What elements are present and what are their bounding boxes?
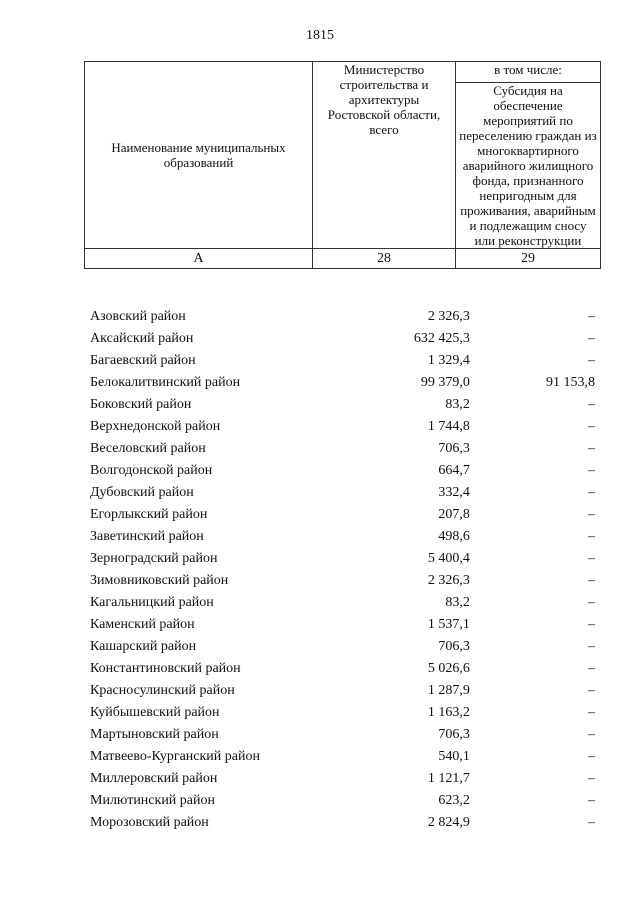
table-row	[84, 394, 600, 416]
header-total-column: Министерство строительства и архитектуры Ростовской области, всего	[313, 62, 456, 249]
subsidy-value: –	[588, 353, 595, 368]
total-value: 83,2	[445, 397, 470, 412]
municipality-name: Куйбышевский район	[90, 705, 220, 720]
subsidy-value: –	[588, 507, 595, 522]
table-row	[84, 768, 600, 790]
table-row	[84, 548, 600, 570]
municipality-name: Егорлыкский район	[90, 507, 208, 522]
table-row	[84, 658, 600, 680]
code-subsidy: 29	[456, 249, 601, 269]
subsidy-value: –	[588, 551, 595, 566]
table-row	[84, 724, 600, 746]
subsidy-value: –	[588, 573, 595, 588]
total-value: 1 744,8	[427, 419, 470, 434]
subsidy-value: –	[588, 529, 595, 544]
municipality-name: Милютинский район	[90, 793, 216, 808]
total-value: 2 824,9	[427, 815, 470, 830]
municipality-name: Матвеево-Курганский район	[90, 749, 260, 764]
total-value: 706,3	[438, 639, 470, 654]
code-total: 28	[313, 249, 456, 269]
table-header	[84, 61, 601, 269]
header-name-column: Наименование муниципальных образований	[85, 62, 313, 249]
header-subsidy-column: Субсидия на обеспечение мероприятий по переселению граждан из многоквартирного аварийного жилищного фонда, признанного непригодным для проживания, аварийным и подлежащим сносу или реконструкции	[456, 83, 601, 249]
subsidy-value: –	[588, 683, 595, 698]
municipality-name: Заветинский район	[90, 529, 204, 544]
municipality-name: Мартыновский район	[90, 727, 219, 742]
subsidy-value: –	[588, 331, 595, 346]
total-value: 83,2	[445, 595, 470, 610]
page-number: 1815	[306, 28, 334, 43]
municipality-name: Кашарский район	[90, 639, 197, 654]
table-row	[84, 790, 600, 812]
table-row	[84, 350, 600, 372]
table-row	[84, 570, 600, 592]
municipality-name: Белокалитвинский район	[90, 375, 241, 390]
subsidy-value: –	[588, 463, 595, 478]
subsidy-value: –	[588, 749, 595, 764]
header-including-column: в том числе:	[456, 62, 601, 83]
subsidy-value: –	[588, 441, 595, 456]
total-value: 632 425,3	[413, 331, 470, 346]
total-value: 332,4	[438, 485, 470, 500]
total-value: 706,3	[438, 441, 470, 456]
municipality-name: Аксайский район	[90, 331, 194, 346]
subsidy-value: –	[588, 661, 595, 676]
municipality-name: Красносулинский район	[90, 683, 235, 698]
total-value: 623,2	[438, 793, 470, 808]
total-value: 5 026,6	[427, 661, 470, 676]
total-value: 1 329,4	[427, 353, 470, 368]
table-row	[84, 746, 600, 768]
municipality-name: Дубовский район	[90, 485, 194, 500]
table-row	[84, 592, 600, 614]
subsidy-value: –	[588, 485, 595, 500]
subsidy-value: –	[588, 705, 595, 720]
table-row	[84, 504, 600, 526]
total-value: 498,6	[438, 529, 470, 544]
table-row	[84, 526, 600, 548]
subsidy-value: –	[588, 771, 595, 786]
municipality-name: Волгодонской район	[90, 463, 213, 478]
municipality-name: Каменский район	[90, 617, 195, 632]
table-row	[84, 636, 600, 658]
table-row	[84, 460, 600, 482]
municipality-name: Боковский район	[90, 397, 192, 412]
municipality-name: Багаевский район	[90, 353, 196, 368]
municipality-name: Азовский район	[90, 309, 186, 324]
total-value: 2 326,3	[427, 573, 470, 588]
subsidy-value: –	[588, 397, 595, 412]
table-row	[84, 614, 600, 636]
total-value: 1 287,9	[427, 683, 470, 698]
table-row	[84, 328, 600, 350]
subsidy-value: –	[588, 815, 595, 830]
total-value: 664,7	[438, 463, 470, 478]
subsidy-value: –	[588, 793, 595, 808]
municipality-name: Зимовниковский район	[90, 573, 229, 588]
subsidy-value: –	[588, 309, 595, 324]
subsidy-value: 91 153,8	[546, 375, 595, 390]
municipality-name: Морозовский район	[90, 815, 209, 830]
total-value: 2 326,3	[427, 309, 470, 324]
municipality-name: Веселовский район	[90, 441, 206, 456]
municipality-name: Миллеровский район	[90, 771, 218, 786]
table-row	[84, 438, 600, 460]
total-value: 1 163,2	[427, 705, 470, 720]
table-row	[84, 416, 600, 438]
table-row	[84, 702, 600, 724]
total-value: 5 400,4	[427, 551, 470, 566]
subsidy-value: –	[588, 595, 595, 610]
table-row	[84, 482, 600, 504]
municipality-name: Верхнедонской район	[90, 419, 221, 434]
municipality-name: Кагальницкий район	[90, 595, 214, 610]
total-value: 99 379,0	[420, 375, 470, 390]
subsidy-value: –	[588, 419, 595, 434]
total-value: 1 121,7	[427, 771, 470, 786]
table-row	[84, 372, 600, 394]
total-value: 540,1	[438, 749, 470, 764]
municipality-name: Константиновский район	[90, 661, 241, 676]
total-value: 207,8	[438, 507, 470, 522]
table-row	[84, 306, 600, 328]
total-value: 1 537,1	[427, 617, 470, 632]
table-row	[84, 680, 600, 702]
code-name: А	[85, 249, 313, 269]
subsidy-value: –	[588, 617, 595, 632]
subsidy-value: –	[588, 639, 595, 654]
table-body	[84, 306, 600, 834]
municipality-name: Зерноградский район	[90, 551, 218, 566]
total-value: 706,3	[438, 727, 470, 742]
table-row	[84, 812, 600, 834]
subsidy-value: –	[588, 727, 595, 742]
